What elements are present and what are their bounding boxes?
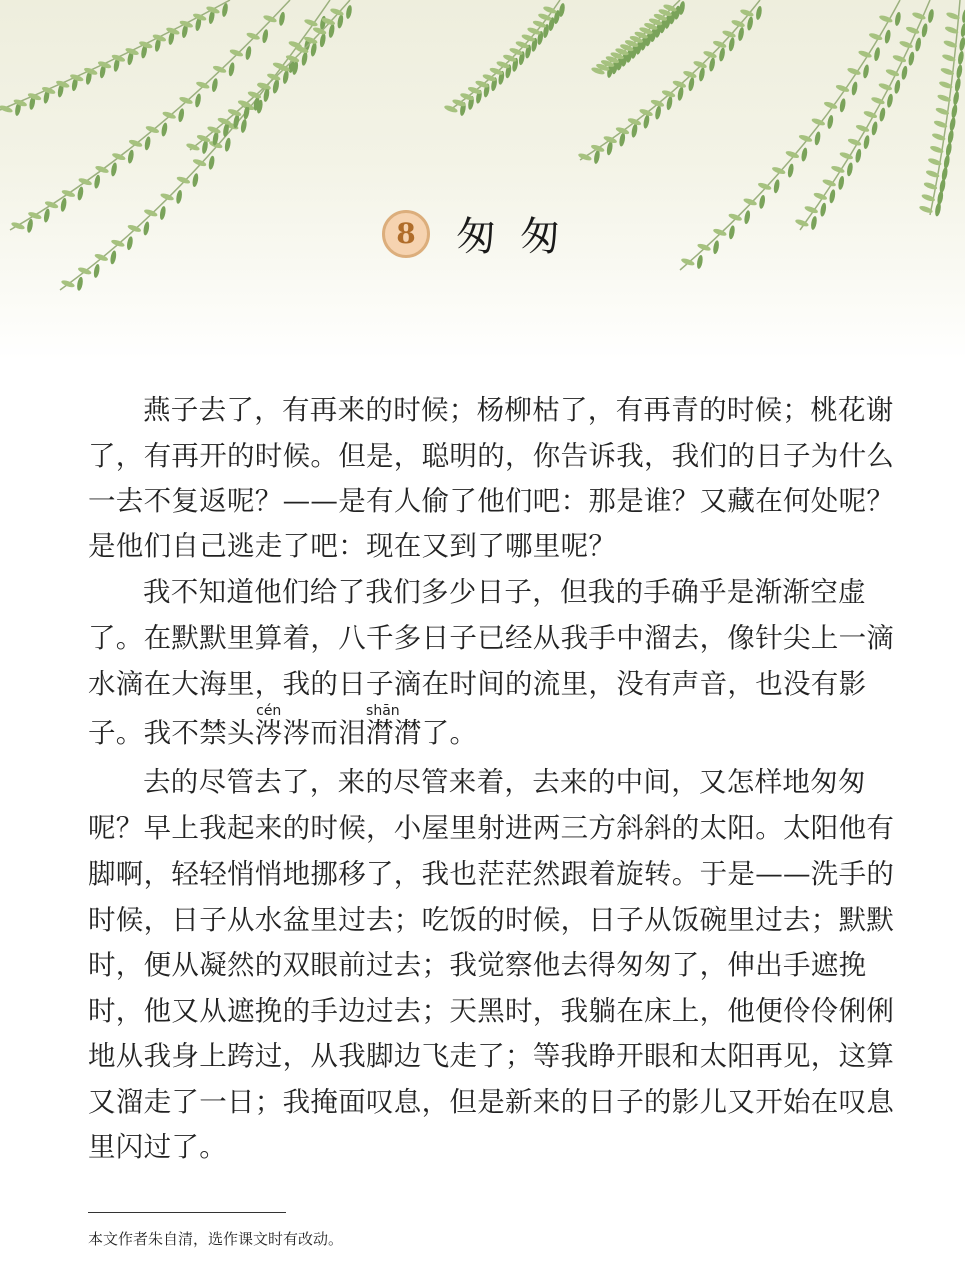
text-line: 是他们自己逃走了吧：现在又到了哪里呢？ [88,530,617,562]
willow-leaf [666,96,674,111]
willow-leaf [901,65,909,80]
willow-leaf [894,79,902,94]
text-line: 时，他又从遮挽的手边过去；天黑时，我躺在床上，他便伶伶俐俐 [88,995,895,1027]
willow-leaf [914,37,922,52]
willow-branch [680,0,900,270]
willow-leaf [698,67,706,82]
willow-leaf [708,57,716,72]
footnote: 本文作者朱自清，选作课文时有改动。 [88,1230,344,1248]
willow-leaf [814,131,822,146]
willow-leaf [143,221,151,236]
willow-leaf [873,47,881,62]
willow-leaf [718,47,726,62]
willow-leaf [957,51,965,66]
text-line: 地从我身上跨过，从我脚边飞走了；等我睁开眼和太阳再见，这算 [88,1040,895,1072]
willow-leaf [194,93,202,108]
willow-leaf [960,23,965,38]
text-segment: 潸 [366,717,394,749]
text-line: 了，有再开的时候。但是，聪明的，你告诉我，我们的日子为什么 [88,440,895,472]
willow-leaf [261,29,269,44]
willow-leaf [839,98,847,113]
willow-leaf [345,5,353,20]
willow-leaf [144,136,152,151]
willow-leaf [837,176,845,191]
willow-leaf [937,190,945,205]
willow-leaf [787,163,795,178]
willow-leaf [696,255,704,270]
willow-leaf [737,27,745,42]
willow-leaf [728,37,736,52]
willow-leaf [951,104,959,119]
pinyin-annotated-char [254,703,283,751]
willow-leaf [712,240,720,255]
lesson-title-text: 匆匆 [456,214,584,260]
willow-leaf [77,186,85,201]
willow-leaf [643,114,651,129]
willow-leaf [618,132,626,147]
willow-leaf [746,16,754,31]
willow-leaf [894,12,902,27]
pinyin: cén [256,703,282,719]
willow-leaf [76,276,84,291]
willow-leaf [819,202,827,217]
willow-leaf [301,51,309,66]
willow-leaf [954,78,962,93]
text-line: 我不知道他们给了我们多少日子，但我的手确乎是渐渐空虚 [143,576,866,608]
willow-leaf [310,42,318,57]
willow-leaf [956,64,964,79]
text-line: 时候，日子从水盆里过去；吃饭的时候，日子从饭碗里过去；默默 [88,904,895,936]
willow-leaf [945,142,953,157]
text-segment: 子。我不禁头 [88,717,255,749]
willow-leaf [688,77,696,92]
lesson-number-badge: 8 [382,210,430,258]
willow-leaf [863,135,871,150]
willow-leaf [319,33,327,48]
willow-leaf [654,105,662,120]
willow-leaf [177,108,185,123]
willow-leaf [810,216,818,231]
willow-leaf [159,206,167,221]
text-line: 水滴在大海里，我的日子滴在时间的流里，没有声音，也没有影 [88,668,867,700]
willow-leaf [884,29,892,44]
lesson-title [382,205,584,262]
willow-leaf [337,14,345,29]
willow-leaf [879,107,887,122]
text-line: 时，便从凝然的双眼前过去；我觉察他去得匆匆了，伸出手遮挽 [88,949,867,981]
text-line: 里闪过了。 [88,1131,227,1163]
willow-leaf [211,78,219,93]
willow-leaf [871,121,879,136]
willow-leaf [862,64,870,79]
willow-leaf [908,51,916,66]
willow-leaf [801,147,809,162]
willow-leaf [947,130,955,145]
pinyin: shān [366,703,400,719]
willow-leaf [93,264,101,279]
pinyin-annotated-char [366,703,400,751]
text-line: 脚啊，轻轻悄悄地挪移了，我也茫茫然跟着旋转。于是——洗手的 [88,858,895,890]
willow-leaf [755,6,763,21]
willow-leaf [758,195,766,210]
willow-leaf [228,62,236,77]
text-line: 一去不复返呢？——是有人偷了他们吧：那是谁？又藏在何处呢？ [88,485,895,517]
willow-leaf [110,162,118,177]
willow-leaf [606,141,614,156]
willow-leaf [224,137,232,152]
willow-leaf [959,37,965,52]
willow-leaf [949,117,957,132]
willow-leaf [593,150,601,165]
willow-leaf [161,122,169,137]
willow-leaf [328,24,336,39]
text-segment: 潸了。 [393,717,478,749]
willow-leaf [631,123,639,138]
willow-leaf [886,93,894,108]
text-line: 又溜走了一日；我掩面叹息，但是新来的日子的影儿又开始在叹息 [88,1086,895,1118]
willow-leaf [728,225,736,240]
willow-leaf [952,91,960,106]
willow-leaf [282,70,290,85]
willow-leaf [208,155,216,170]
text-line-annotated [88,703,478,751]
willow-leaf [743,210,751,225]
willow-leaf [192,173,200,188]
willow-leaf [829,189,837,204]
text-line: 燕子去了，有再来的时候；杨柳枯了，有再青的时候；桃花谢 [143,394,894,426]
willow-leaf [943,154,951,169]
willow-leaf [127,149,135,164]
willow-leaf [941,167,949,182]
willow-leaf [773,179,781,194]
willow-leaf [921,23,929,38]
willow-leaf [110,250,118,265]
willow-leaf [126,236,134,251]
willow-leaf [846,162,854,177]
willow-branch [580,0,760,160]
willow-leaf [961,9,965,24]
willow-leaf [60,197,68,212]
text-segment: 涔 [254,717,283,749]
text-segment: 涔而泪 [282,717,367,749]
willow-leaf [939,179,947,194]
willow-leaf [677,86,685,101]
willow-leaf [827,115,835,130]
willow-leaf [851,81,859,96]
text-line: 去的尽管去了，来的尽管来着，去来的中间，又怎样地匆匆 [143,766,866,798]
text-line: 了。在默默里算着，八千多日子已经从我手中溜去，像针尖上一滴 [88,622,895,654]
willow-leaf [278,11,286,26]
willow-leaf [175,190,183,205]
footnote-divider [88,1212,286,1213]
willow-leaf [927,9,935,24]
willow-leaf [240,119,248,134]
willow-leaf [934,202,942,217]
willow-leaf [93,174,101,189]
text-line: 呢？早上我起来的时候，小屋里射进两三方斜斜的太阳。太阳他有 [88,812,895,844]
willow-leaf [855,148,863,163]
willow-leaf [43,208,51,223]
willow-leaf [245,46,253,61]
